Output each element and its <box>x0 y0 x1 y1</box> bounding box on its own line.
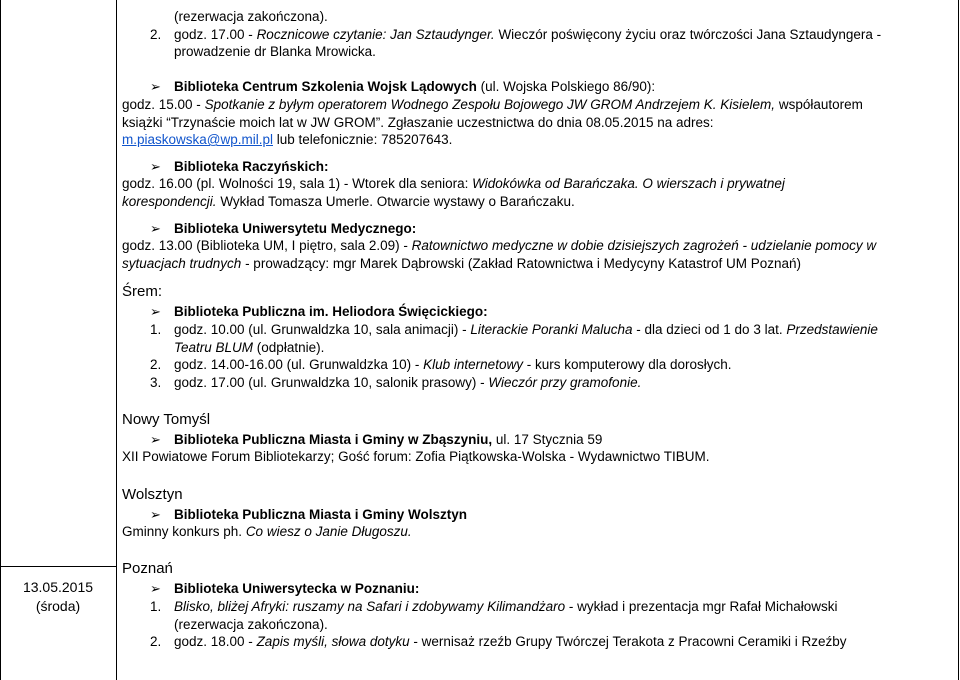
table-border-right <box>958 0 959 680</box>
email-link[interactable]: m.piaskowska@wp.mil.pl <box>122 132 273 148</box>
arrow-icon: ➢ <box>150 304 161 320</box>
event-line: Gminny konkurs ph. Co wiesz o Janie Długoszu. <box>122 524 412 540</box>
list-item: 2. godz. 18.00 - Zapis myśli, słowa dotyku - wernisaż rzeźb Grupy Twórczej Terakota z Pracowni Ceramiki i Rzeźby <box>150 634 847 650</box>
list-item: 1. godz. 10.00 (ul. Grunwaldzka 10, sala animacji) - Literackie Poranki Malucha - dla dzieci od 1 do 3 lat. Przedstawienie <box>150 321 878 337</box>
arrow-icon: ➢ <box>150 158 161 174</box>
event-line: korespondencji. Wykład Tomasza Umerle. Otwarcie wystawy o Barańczaku. <box>122 193 575 209</box>
text-line: (rezerwacja zakończona). <box>174 9 328 24</box>
event-line: godz. 15.00 - Spotkanie z byłym operatorem Wodnego Zespołu Bojowego JW GROM Andrzejem K. Kisielem, współautorem <box>122 96 863 112</box>
arrow-icon: ➢ <box>150 431 161 447</box>
library-heading <box>122 220 952 238</box>
table-column-divider <box>116 0 117 680</box>
text-line: prowadzenie dr Blanka Mrowicka. <box>174 44 376 60</box>
library-name: Biblioteka Centrum Szkolenia Wojsk Lądowych <box>174 79 477 95</box>
library-name: Biblioteka Uniwersytecka w Poznaniu: <box>174 581 420 597</box>
date-day: 13.05.2015 <box>22 579 94 595</box>
event-line: książki “Trzynaście moich lat w JW GROM”. Zgłaszanie uczestnictwa do dnia 08.05.2015 na adres: <box>122 114 714 130</box>
city-heading: Nowy Tomyśl <box>122 410 211 428</box>
list-item: 2. godz. 14.00-16.00 (ul. Grunwaldzka 10) - Klub internetowy - kurs komputerowy dla dorosłych. <box>150 357 732 373</box>
arrow-icon: ➢ <box>150 79 161 95</box>
library-heading <box>122 580 952 598</box>
arrow-icon: ➢ <box>150 220 161 236</box>
arrow-icon: ➢ <box>150 581 161 597</box>
event-line: godz. 13.00 (Biblioteka UM, I piętro, sala 2.09) - Ratownictwo medyczne w dobie dzisiejszych zagrożeń - udzielanie pomocy w <box>122 238 877 254</box>
library-heading <box>122 158 952 176</box>
library-heading: ➢ Biblioteka Centrum Szkolenia Wojsk Lądowych (ul. Wojska Polskiego 86/90): <box>122 78 952 96</box>
list-item-continued: Teatru BLUM (odpłatnie). <box>174 339 325 355</box>
event-line: godz. 16.00 (pl. Wolności 19, sala 1) - Wtorek dla seniora: Widokówka od Barańczaka. O wierszach i prywatnej <box>122 176 785 192</box>
city-heading: Śrem: <box>122 283 163 301</box>
library-name: Biblioteka Publiczna im. Heliodora Święcickiego: <box>174 304 488 320</box>
library-name: Biblioteka Uniwersytetu Medycznego: <box>174 220 417 236</box>
arrow-icon: ➢ <box>150 506 161 522</box>
event-line: XII Powiatowe Forum Bibliotekarzy; Gość forum: Zofia Piątkowska-Wolska - Wydawnictwo TIBUM. <box>122 449 710 465</box>
library-name: Biblioteka Publiczna Miasta i Gminy w Zbąszyniu, <box>174 431 493 447</box>
city-heading: Poznań <box>122 560 173 578</box>
events-content <box>122 8 952 651</box>
list-item: 3. godz. 17.00 (ul. Grunwaldzka 10, salonik prasowy) - Wieczór przy gramofonie. <box>150 374 642 390</box>
library-name: Biblioteka Raczyńskich: <box>174 158 329 174</box>
library-heading: ➢ Biblioteka Publiczna Miasta i Gminy w Zbąszyniu, ul. 17 Stycznia 59 <box>122 431 952 449</box>
library-heading <box>122 303 952 321</box>
event-line: m.piaskowska@wp.mil.pl lub telefonicznie: 785207643. <box>122 132 453 148</box>
city-heading: Wolsztyn <box>122 485 183 503</box>
library-heading <box>122 506 952 524</box>
date-cell <box>0 578 116 616</box>
list-item-continued: (rezerwacja zakończona). <box>174 616 328 632</box>
event-line: sytuacjach trudnych - prowadzący: mgr Marek Dąbrowski (Zakład Ratownictwa i Medycyny Katastrof UM Poznań) <box>122 255 801 271</box>
library-name: Biblioteka Publiczna Miasta i Gminy Wolsztyn <box>174 506 468 522</box>
date-weekday: (środa) <box>35 598 81 614</box>
list-item: 2. godz. 17.00 - Rocznicowe czytanie: Jan Sztaudynger. Wieczór poświęcony życiu oraz twórczości Jana Sztaudyngera - <box>150 26 882 42</box>
table-row-divider <box>0 566 117 567</box>
list-item: 1. Blisko, bliżej Afryki: ruszamy na Safari i zdobywamy Kilimandżaro - wykład i prezentacja mgr Rafał Michałowski <box>150 599 838 615</box>
